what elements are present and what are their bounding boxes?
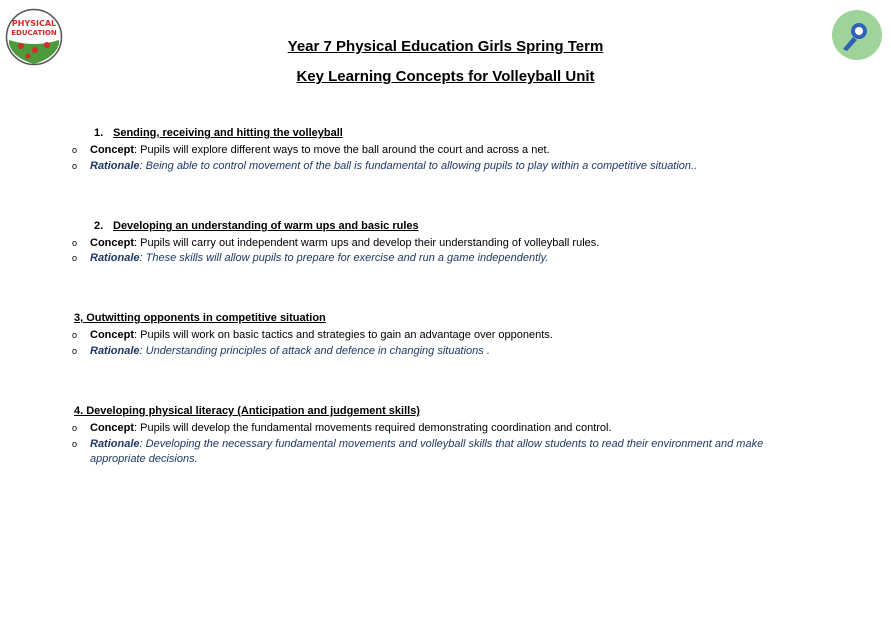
concept-label: Concept [90,237,134,249]
physical-education-logo [5,8,63,66]
section-1-title: Sending, receiving and hitting the volleyball [113,127,343,139]
section-3-heading: 3, Outwitting opponents in competitive situation [74,312,326,324]
section-2-heading [94,220,419,232]
bullet-mark: o [72,330,78,340]
svg-text:PHYSICAL: PHYSICAL [11,19,57,28]
concept-text: : Pupils will explore different ways to move the ball around the court and across a net. [134,144,550,156]
section-1-number: 1. [94,127,104,139]
section-4-heading: 4. Developing physical literacy (Anticipation and judgement skills) [74,405,420,417]
rationale-label: Rationale [90,438,140,450]
rationale-text: : Understanding principles of attack and defence in changing situations . [139,345,490,357]
bullet-mark: o [72,238,78,248]
rationale-text: : These skills will allow pupils to prepare for exercise and run a game independently. [139,252,549,264]
section-1-heading [94,127,343,139]
concept-label: Concept [90,422,134,434]
rationale-label: Rationale [90,345,140,357]
bullet-mark: o [72,423,78,433]
rationale-text: : Developing the necessary fundamental movements and volleyball skills that allow students to read their environment and make appropriate decisions. [90,438,764,465]
concept-text: : Pupils will carry out independent warm ups and develop their understanding of volleyball rules. [134,237,600,249]
page-subtitle: Key Learning Concepts for Volleyball Unit [296,68,595,85]
concept-label: Concept [90,144,134,156]
bullet-mark: o [72,439,78,449]
bullet-mark: o [72,253,78,263]
concept-label: Concept [90,329,134,341]
rationale-label: Rationale [90,160,140,172]
concept-text: : Pupils will develop the fundamental movements required demonstrating coordination and control. [134,422,612,434]
section-2-title: Developing an understanding of warm ups and basic rules [113,220,419,232]
rationale-label: Rationale [90,252,140,264]
page-title: Year 7 Physical Education Girls Spring Term [287,38,604,55]
concept-text: : Pupils will work on basic tactics and strategies to gain an advantage over opponents. [134,329,553,341]
bullet-mark: o [72,145,78,155]
svg-text:EDUCATION: EDUCATION [11,29,57,37]
bullet-mark: o [72,346,78,356]
bullet-mark: o [72,161,78,171]
rationale-text: : Being able to control movement of the ball is fundamental to allowing pupils to play within a competitive situation.. [139,160,698,172]
section-2-number: 2. [94,220,104,232]
